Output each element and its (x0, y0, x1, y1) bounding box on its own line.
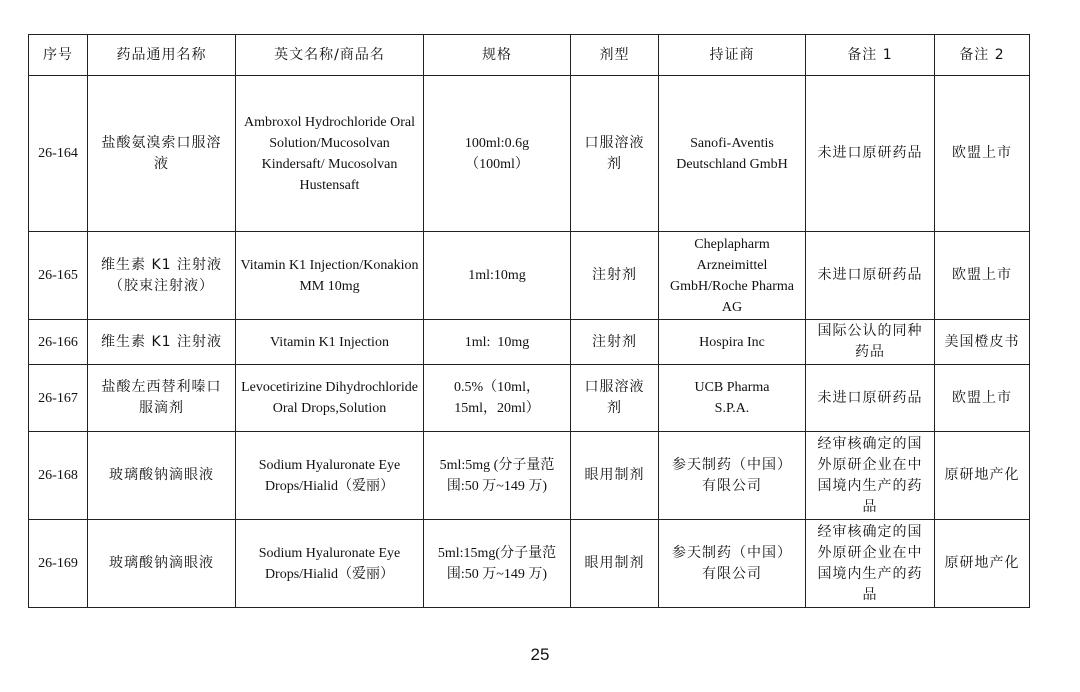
cell-form: 注射剂 (571, 320, 659, 365)
cell-spec: 1ml: 10mg (424, 320, 571, 365)
header-row (29, 35, 1030, 76)
cell-spec: 100ml:0.6g（100ml） (424, 76, 571, 232)
cell-spec: 0.5%（10ml，15ml，20ml） (424, 365, 571, 432)
cell-note2: 美国橙皮书 (935, 320, 1030, 365)
drug-list-table (28, 34, 1030, 608)
cell-note2: 欧盟上市 (935, 76, 1030, 232)
cell-form: 注射剂 (571, 232, 659, 320)
cell-generic-name: 维生素 K1 注射液（胶束注射液） (88, 232, 236, 320)
cell-holder: Hospira Inc (659, 320, 806, 365)
header-note2: 备注 2 (935, 35, 1030, 76)
cell-english-name: Vitamin K1 Injection (236, 320, 424, 365)
cell-note2: 欧盟上市 (935, 232, 1030, 320)
cell-english-name: Ambroxol Hydrochloride Oral Solution/Mucosolvan Kindersaft/ Mucosolvan Hustensaft (236, 76, 424, 232)
cell-note2: 原研地产化 (935, 432, 1030, 520)
cell-english-name: Sodium Hyaluronate Eye Drops/Hialid（爱丽） (236, 432, 424, 520)
cell-spec: 5ml:5mg (分子量范围:50 万~149 万) (424, 432, 571, 520)
cell-form: 口服溶液剂 (571, 365, 659, 432)
table-row (29, 320, 1030, 365)
table-row (29, 520, 1030, 608)
cell-id: 26-167 (29, 365, 88, 432)
cell-id: 26-169 (29, 520, 88, 608)
table-row (29, 432, 1030, 520)
cell-spec: 5ml:15mg(分子量范围:50 万~149 万) (424, 520, 571, 608)
cell-spec: 1ml:10mg (424, 232, 571, 320)
cell-note1: 经审核确定的国外原研企业在中国境内生产的药品 (806, 520, 935, 608)
cell-note1: 国际公认的同种药品 (806, 320, 935, 365)
cell-holder: Sanofi-Aventis Deutschland GmbH (659, 76, 806, 232)
cell-id: 26-165 (29, 232, 88, 320)
cell-form: 口服溶液剂 (571, 76, 659, 232)
cell-id: 26-164 (29, 76, 88, 232)
cell-generic-name: 玻璃酸钠滴眼液 (88, 520, 236, 608)
table-row (29, 76, 1030, 232)
cell-english-name: Vitamin K1 Injection/Konakion MM 10mg (236, 232, 424, 320)
table-row (29, 232, 1030, 320)
cell-note1: 经审核确定的国外原研企业在中国境内生产的药品 (806, 432, 935, 520)
cell-form: 眼用制剂 (571, 432, 659, 520)
page-number: 25 (530, 645, 550, 664)
header-holder: 持证商 (659, 35, 806, 76)
cell-holder: 参天制药（中国）有限公司 (659, 432, 806, 520)
cell-id: 26-168 (29, 432, 88, 520)
cell-holder: UCB Pharma S.P.A. (659, 365, 806, 432)
header-spec: 规格 (424, 35, 571, 76)
cell-id: 26-166 (29, 320, 88, 365)
cell-generic-name: 玻璃酸钠滴眼液 (88, 432, 236, 520)
cell-note1: 未进口原研药品 (806, 76, 935, 232)
cell-form: 眼用制剂 (571, 520, 659, 608)
header-id: 序号 (29, 35, 88, 76)
cell-holder: Cheplapharm Arzneimittel GmbH/Roche Pharma AG (659, 232, 806, 320)
header-form: 剂型 (571, 35, 659, 76)
cell-note1: 未进口原研药品 (806, 365, 935, 432)
cell-generic-name: 盐酸左西替利嗪口服滴剂 (88, 365, 236, 432)
cell-english-name: Sodium Hyaluronate Eye Drops/Hialid（爱丽） (236, 520, 424, 608)
cell-note2: 欧盟上市 (935, 365, 1030, 432)
cell-note2: 原研地产化 (935, 520, 1030, 608)
cell-english-name: Levocetirizine Dihydrochloride Oral Drops,Solution (236, 365, 424, 432)
header-english-name: 英文名称/商品名 (236, 35, 424, 76)
cell-generic-name: 维生素 K1 注射液 (88, 320, 236, 365)
cell-holder: 参天制药（中国）有限公司 (659, 520, 806, 608)
header-note1: 备注 1 (806, 35, 935, 76)
table-row (29, 365, 1030, 432)
cell-generic-name: 盐酸氨溴索口服溶液 (88, 76, 236, 232)
header-generic-name: 药品通用名称 (88, 35, 236, 76)
cell-note1: 未进口原研药品 (806, 232, 935, 320)
